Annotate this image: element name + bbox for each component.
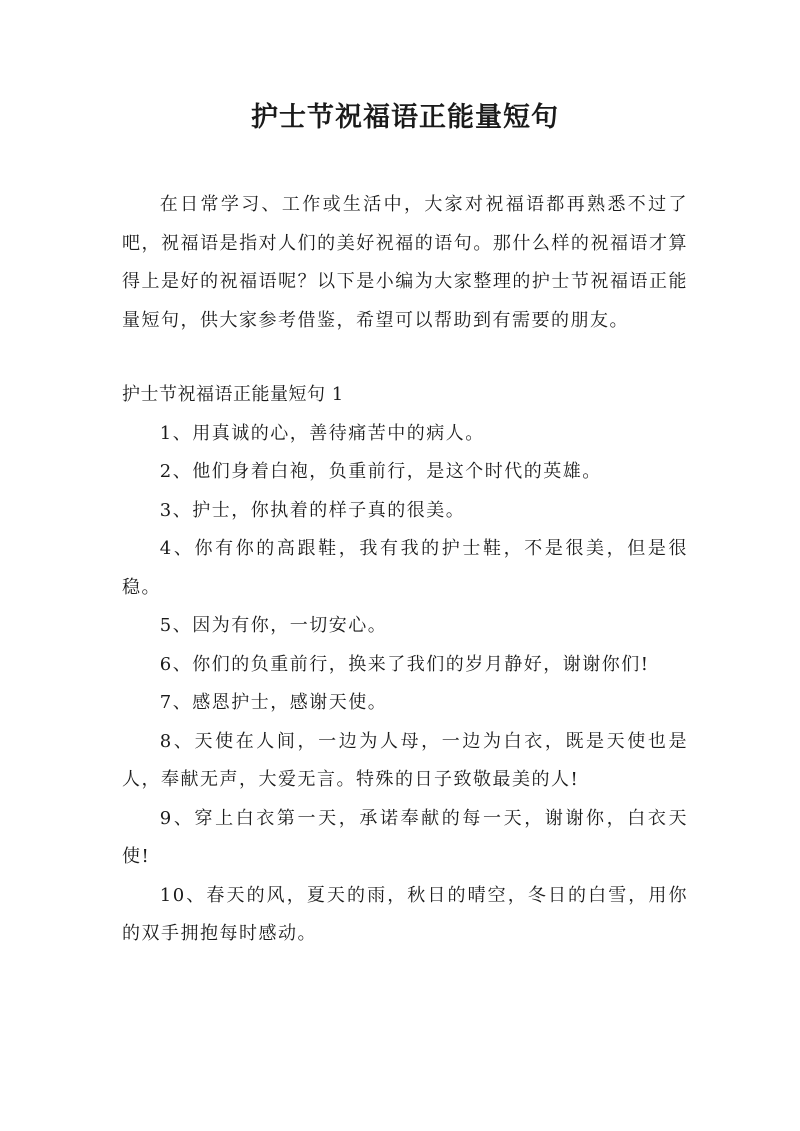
list-item: 2、他们身着白袍，负重前行，是这个时代的英雄。 xyxy=(159,461,602,482)
list-item: 7、感恩护士，感谢天使。 xyxy=(159,692,388,713)
list-item: 10、春天的风，夏天的雨，秋日的晴空，冬日的白雪，用你的双手拥抱每时感动。 xyxy=(122,884,688,944)
list-item: 5、因为有你，一切安心。 xyxy=(159,615,388,636)
list-item: 6、你们的负重前行，换来了我们的岁月静好，谢谢你们! xyxy=(159,653,650,675)
document-title: 护士节祝福语正能量短句 xyxy=(251,102,559,133)
list-item: 1、用真诚的心，善待痛苦中的病人。 xyxy=(159,422,485,444)
list-item: 3、护士，你执着的样子真的很美。 xyxy=(159,499,466,521)
intro-paragraph: 在日常学习、工作或生活中，大家对祝福语都再熟悉不过了吧，祝福语是指对人们的美好祝福的语句。那什么样的祝福语才算得上是好的祝福语呢？以下是小编为大家整理的护士节祝福语正能量短句，供大家参考借鉴，希望可以帮助到有需要的朋友。 xyxy=(122,194,688,331)
section-heading: 护士节祝福语正能量短句 1 xyxy=(122,384,344,405)
list-item: 8、天使在人间，一边为人母，一边为白衣，既是天使也是人，奉献无声，大爱无言。特殊的日子致敬最美的人! xyxy=(122,730,688,790)
list-item: 4、你有你的高跟鞋，我有我的护士鞋，不是很美，但是很稳。 xyxy=(122,538,688,598)
list-item: 9、穿上白衣第一天，承诺奉献的每一天，谢谢你，白衣天使! xyxy=(122,807,688,867)
